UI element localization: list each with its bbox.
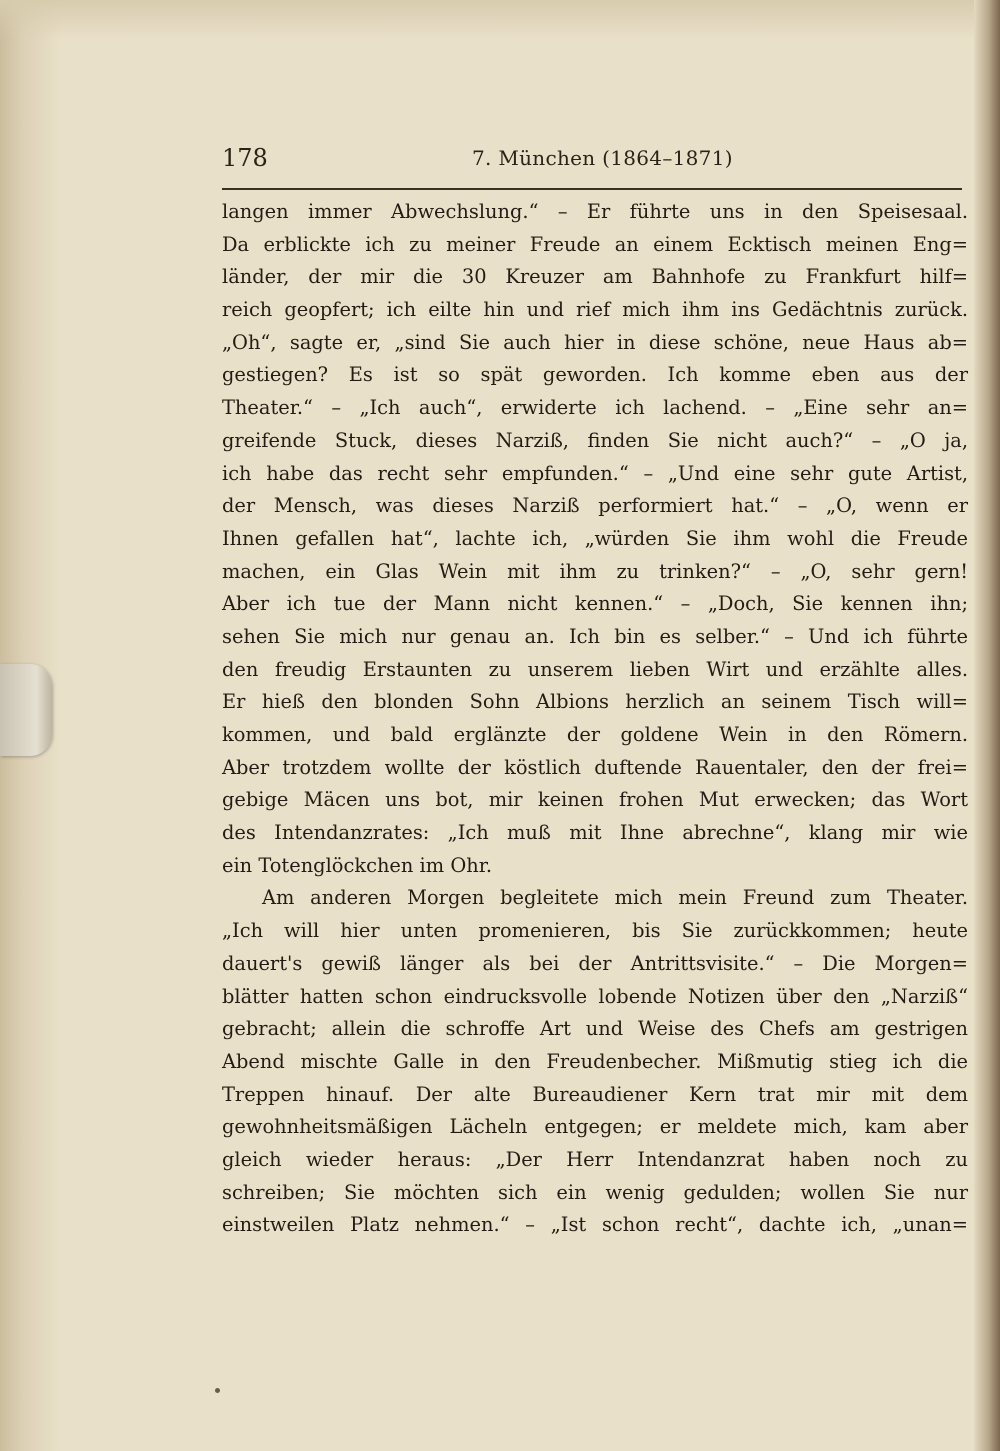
page-number: 178: [222, 144, 268, 172]
text-line: den freudig Erstaunten zu unserem lieben Wirt und erzählte alles.: [222, 657, 968, 681]
text-line: dauert's gewiß länger als bei der Antrittsvisite.“ – Die Morgen=: [222, 951, 968, 975]
body-text: [222, 196, 968, 1242]
text-line: des Intendanzrates: „Ich muß mit Ihne abrechne“, klang mir wie: [222, 821, 968, 845]
text-line: Ihnen gefallen hat“, lachte ich, „würden Sie ihm wohl die Freude: [222, 526, 968, 550]
text-line: ein Totenglöckchen im Ohr.: [222, 853, 492, 877]
page-header: [222, 140, 962, 180]
text-line: kommen, und bald erglänzte der goldene Wein in den Römern.: [222, 723, 968, 746]
text-line: „Ich will hier unten promenieren, bis Sie zurückkommen; heute: [222, 919, 968, 943]
text-line: gestiegen? Es ist so spät geworden. Ich komme eben aus der: [222, 363, 968, 387]
text-line: Aber trotzdem wollte der köstlich duftende Rauentaler, den der frei=: [222, 755, 968, 779]
page-edge: [974, 0, 1000, 1451]
text-line: Theater.“ – „Ich auch“, erwiderte ich lachend. – „Eine sehr an=: [222, 396, 968, 420]
text-line: Am anderen Morgen begleitete mich mein Freund zum Theater.: [262, 886, 968, 910]
text-line: gebracht; allein die schroffe Art und Weise des Chefs am gestrigen: [222, 1017, 968, 1041]
text-line: machen, ein Glas Wein mit ihm zu trinken?“ – „O, sehr gern!: [222, 559, 968, 583]
text-line: gleich wieder heraus: „Der Herr Intendanzrat haben noch zu: [222, 1147, 968, 1171]
text-line: Aber ich tue der Mann nicht kennen.“ – „Doch, Sie kennen ihn;: [222, 592, 968, 616]
header-rule: [222, 188, 962, 190]
ink-speck: [215, 1388, 220, 1393]
text-line: gebige Mäcen uns bot, mir keinen frohen Mut erwecken; das Wort: [222, 788, 968, 812]
text-line: gewohnheitsmäßigen Lächeln entgegen; er meldete mich, kam aber: [222, 1115, 968, 1139]
text-line: länder, der mir die 30 Kreuzer am Bahnhofe zu Frankfurt hilf=: [222, 265, 968, 289]
running-head: 7. München (1864–1871): [472, 146, 733, 170]
page-clip: [0, 664, 52, 756]
text-line: langen immer Abwechslung.“ – Er führte uns in den Speisesaal.: [222, 200, 968, 223]
text-line: sehen Sie mich nur genau an. Ich bin es selber.“ – Und ich führte: [222, 624, 968, 648]
top-edge-shade: [0, 0, 1000, 40]
text-line: einstweilen Platz nehmen.“ – „Ist schon recht“, dachte ich, „unan=: [222, 1213, 968, 1237]
text-line: der Mensch, was dieses Narziß performiert hat.“ – „O, wenn er: [222, 494, 968, 518]
text-line: Da erblickte ich zu meiner Freude an einem Ecktisch meinen Eng=: [222, 232, 968, 256]
text-line: Abend mischte Galle in den Freudenbecher. Mißmutig stieg ich die: [222, 1049, 968, 1073]
text-line: Er hieß den blonden Sohn Albions herzlich an seinem Tisch will=: [222, 690, 968, 714]
text-line: blätter hatten schon eindrucksvolle lobende Notizen über den „Narziß“: [222, 984, 968, 1008]
text-line: greifende Stuck, dieses Narziß, finden Sie nicht auch?“ – „O ja,: [222, 428, 968, 452]
text-line: reich geopfert; ich eilte hin und rief mich ihm ins Gedächtnis zurück.: [222, 298, 968, 322]
text-line: ich habe das recht sehr empfunden.“ – „Und eine sehr gute Artist,: [222, 461, 968, 485]
text-line: Treppen hinauf. Der alte Bureaudiener Kern trat mir mit dem: [222, 1082, 968, 1106]
text-line: schreiben; Sie möchten sich ein wenig gedulden; wollen Sie nur: [222, 1180, 968, 1204]
text-line: „Oh“, sagte er, „sind Sie auch hier in diese schöne, neue Haus ab=: [222, 330, 968, 354]
